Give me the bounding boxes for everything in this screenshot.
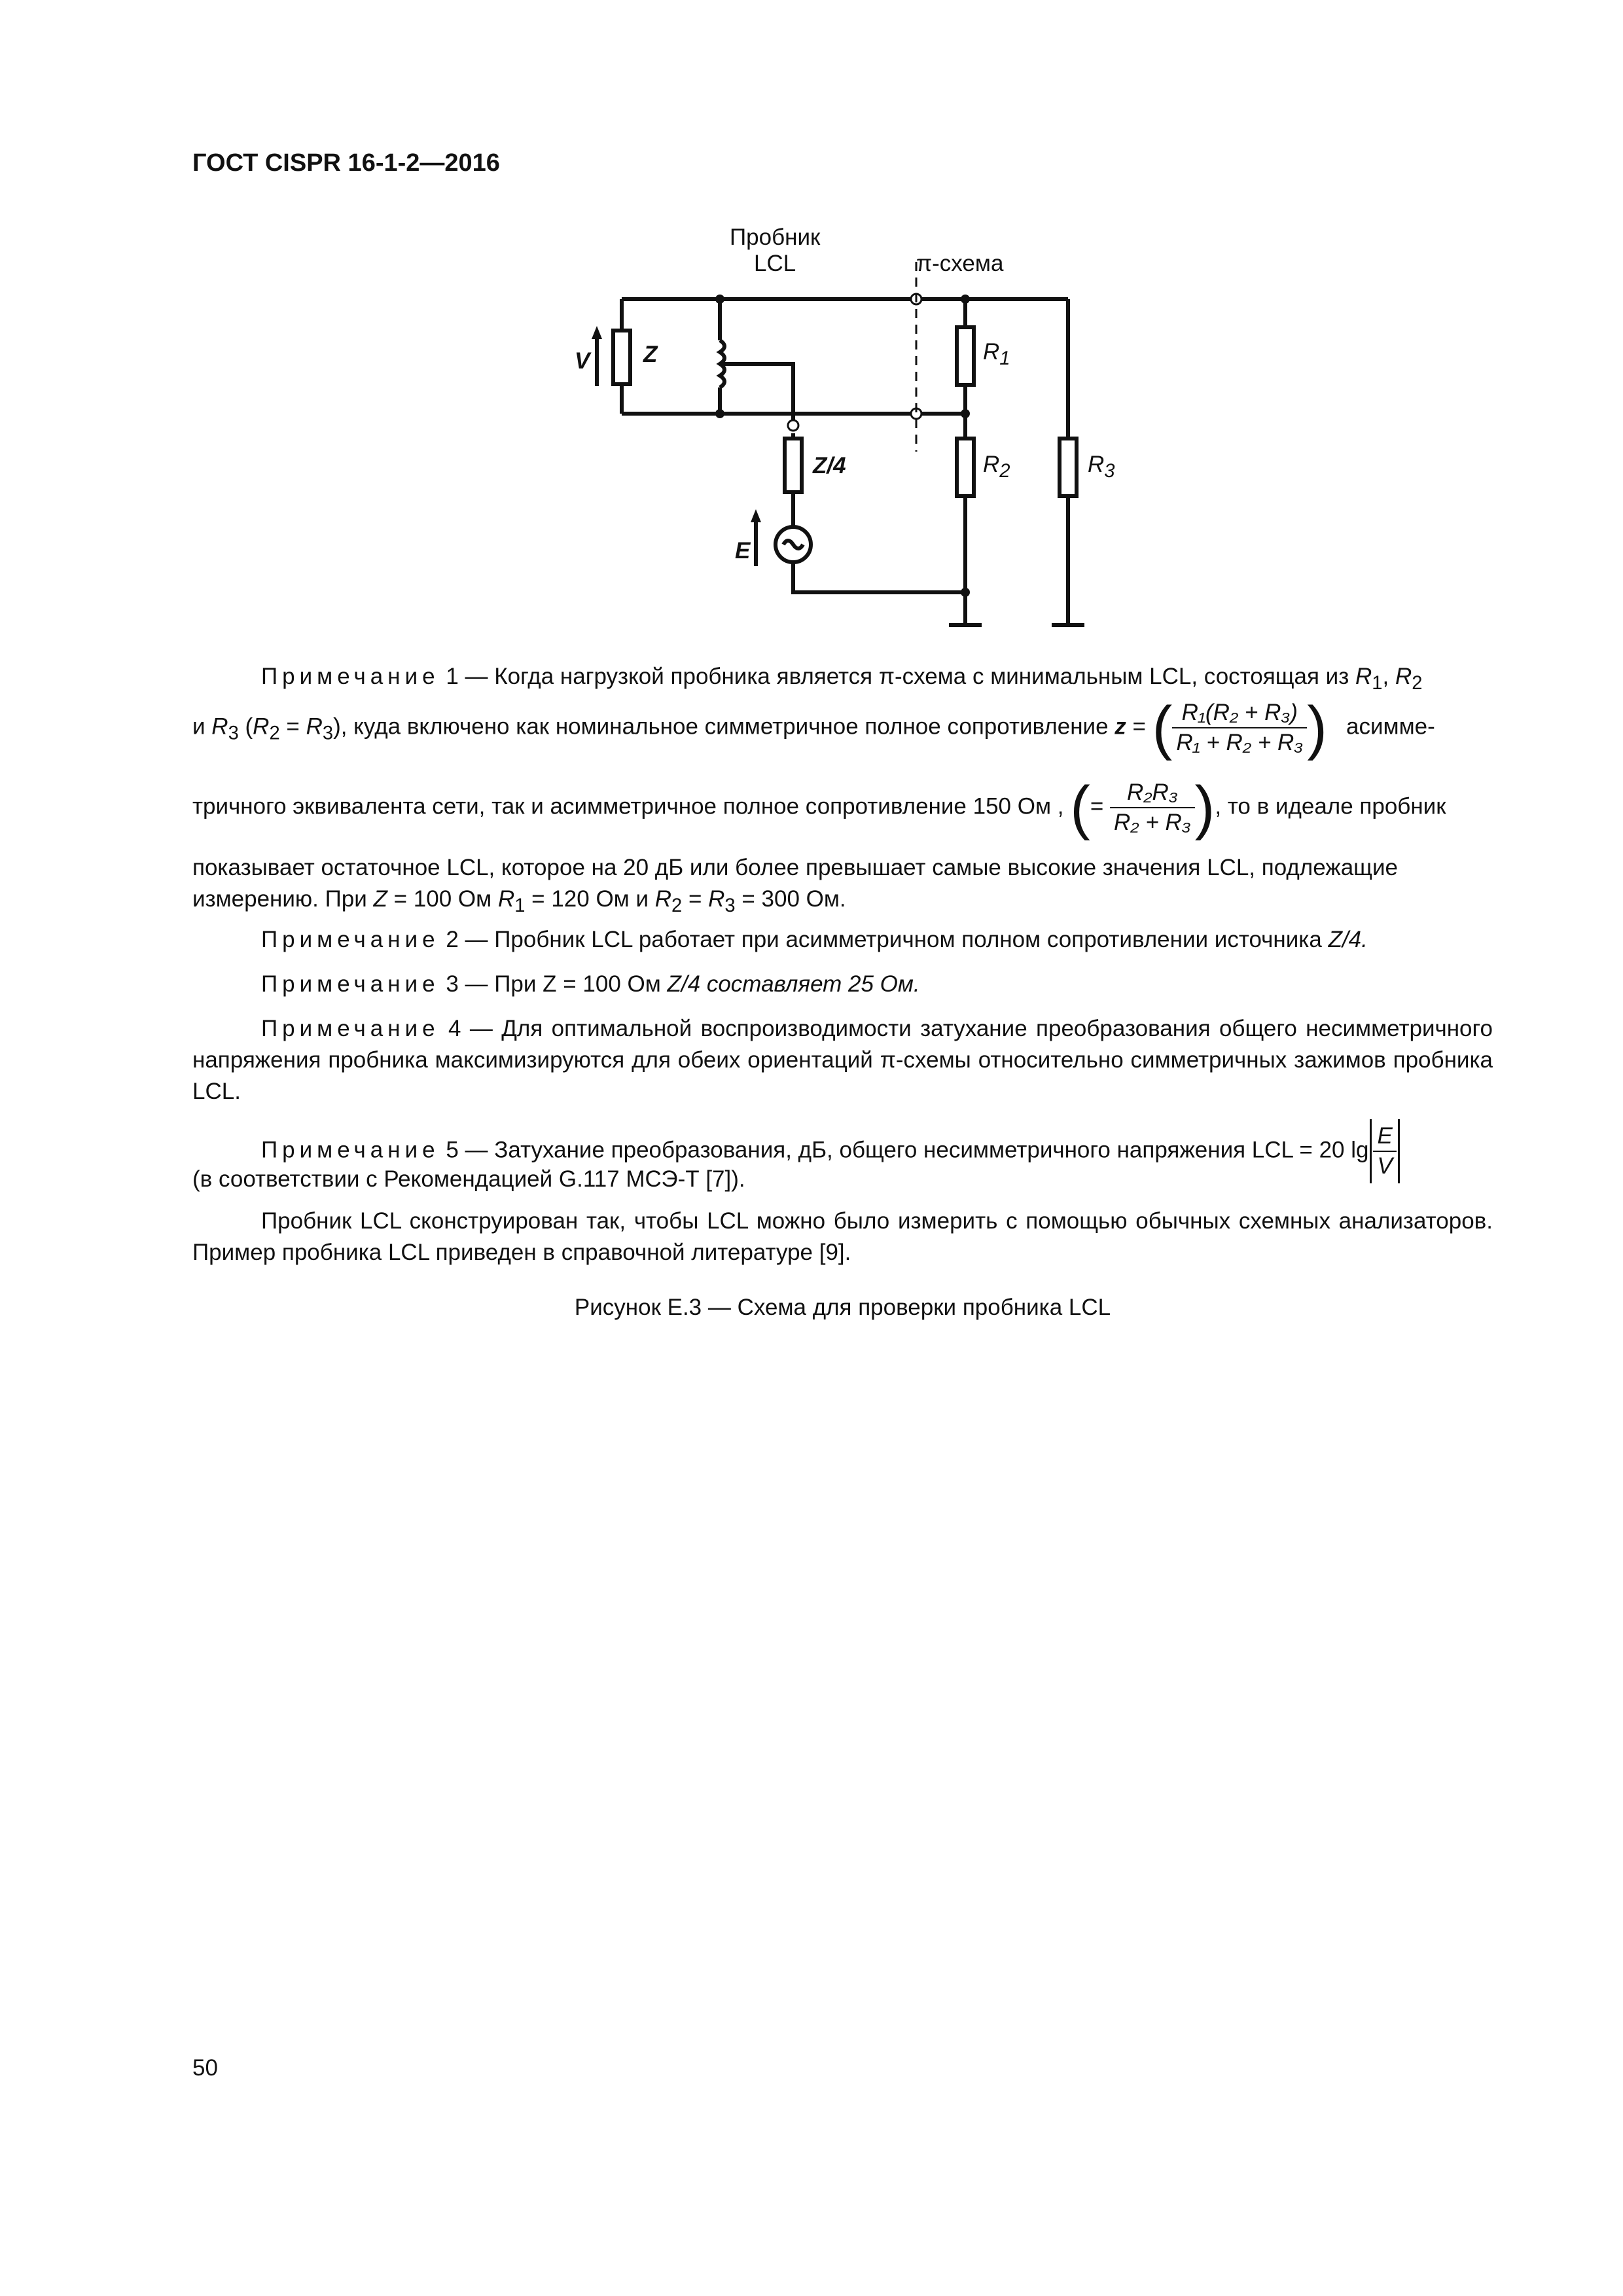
e-over-v-numerator: E (1373, 1122, 1396, 1152)
note-5: Примечание 5 — Затухание преобразования, дБ, общего несимметричного напряжения LCL = 20 lg $\frac{E}{V}$ (192, 1119, 1493, 1183)
note-1-line3: тричного эквивалента сети, так и асимметричное полное сопротивление 150 Ом , (= $\frac{\text{R₂R₃}}{\text{R₂ + R₃}}$ ), то в идеале пробник (192, 774, 1446, 841)
note-2: Примечание 2 — Пробник LCL работает при асимметричном полном сопротивлении источника Z/4. (261, 927, 1368, 952)
resistor-r1-label: $R_1$ (983, 339, 1010, 369)
note-5-reference: (в соответствии с Рекомендацией G.117 МСЭ-Т [7]). (192, 1166, 745, 1192)
z-formula-numerator: R₁(R₂ + R₃) (1172, 698, 1307, 728)
body-paragraph: Пробник LCL сконструирован так, чтобы LCL можно было измерить с помощью обычных схемных анализаторов. Пример пробника LCL приведен в справочной литературе [9]. (192, 1208, 1493, 1265)
resistor-r2-label: $R_2$ (983, 452, 1010, 482)
probe-label-line2: LCL (754, 251, 796, 276)
impedance-z-label: Z (643, 342, 658, 367)
pi-scheme-label: π-схема (916, 251, 1004, 276)
r2r3-formula-denominator: R₂ + R₃ (1114, 810, 1191, 835)
page-number: 50 (192, 2055, 218, 2081)
resistor-r3-label: $R_3$ (1088, 452, 1115, 482)
figure-caption: Рисунок Е.3 — Схема для проверки пробника LCL (574, 1295, 1111, 1320)
r2r3-formula-numerator: R₂R₃ (1110, 778, 1195, 808)
document-header: ГОСТ CISPR 16-1-2—2016 (192, 149, 500, 177)
note-1-line4: показывает остаточное LCL, которое на 20 дБ или более превышает самые высокие значения LCL, подлежащие измерению. При Z = 100 Ом $R_1 = 120$ Ом и $R_2 = R_3 = 300$ Ом. (192, 855, 1398, 916)
voltage-v-label: V (575, 348, 590, 374)
emf-e-label: E (735, 538, 751, 564)
probe-label-line1: Пробник (730, 224, 821, 250)
e-over-v-denominator: V (1377, 1153, 1393, 1179)
z-formula-denominator: R₁ + R₂ + R₃ (1176, 730, 1304, 755)
note-4: Примечание 4 — Для оптимальной воспроизводимости затухание преобразования общего несимметричного напряжения пробника максимизируются для обеих ориентаций π-схемы относительно симметричных зажимов пробника LCL. (192, 1016, 1493, 1104)
circuit-diagram (0, 0, 1623, 655)
note-1-line2: и $R_3$ $(R_2 = R_3)$, куда включено как номинальное симметричное полное сопротивление z = ( $\frac{\text{R₁(R₂ + R₃)}}{\text{R₁ + R₂ + R₃}}$ ) асимме- (192, 694, 1435, 761)
impedance-z4-label: Z/4 (813, 453, 846, 478)
note-1-line1: Примечание 1 — Когда нагрузкой пробника является π-схема с минимальным LCL, состоящая из $R_1$, $R_2$ (261, 664, 1423, 694)
note-3: Примечание 3 — При Z = 100 Ом Z/4 составляет 25 Ом. (261, 971, 920, 997)
